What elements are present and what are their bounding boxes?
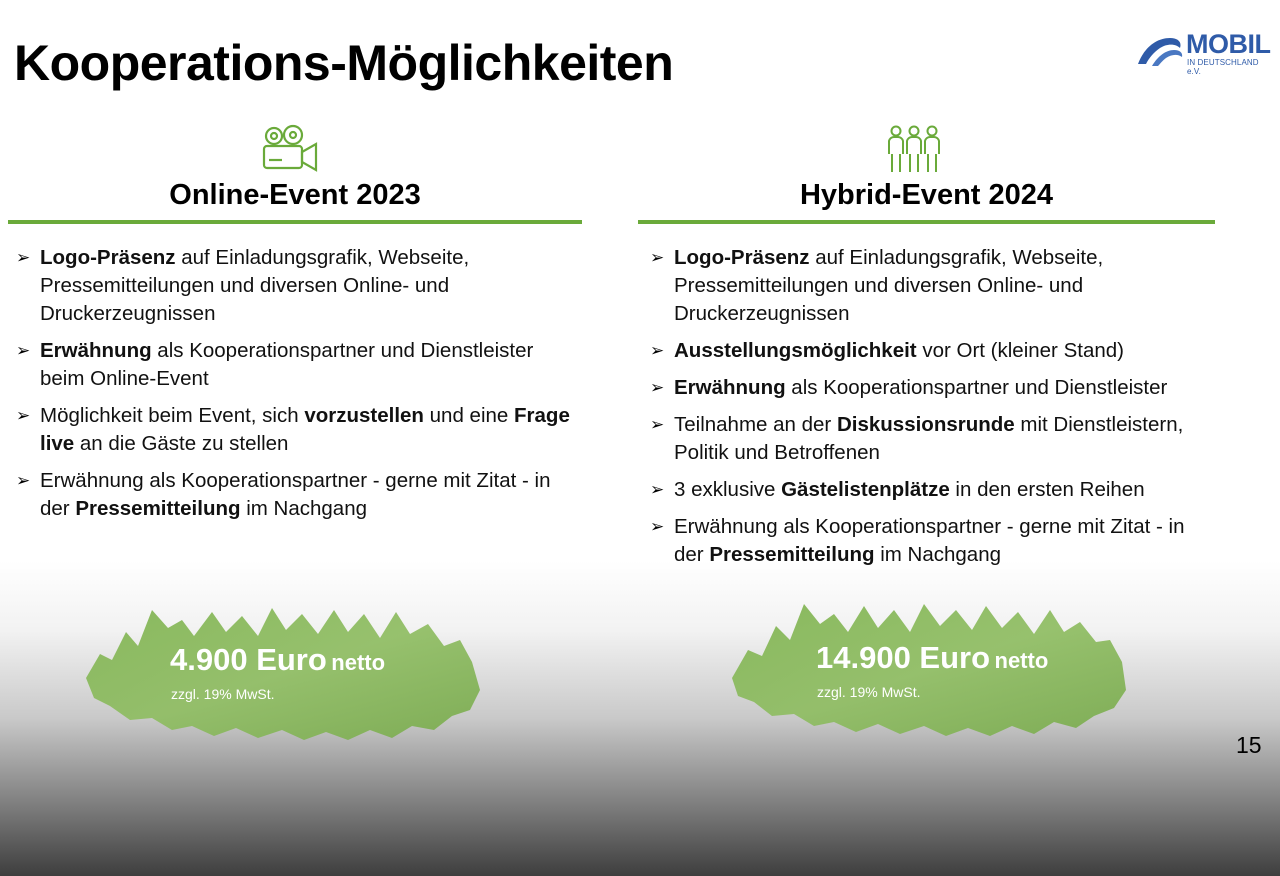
price-label	[170, 642, 385, 678]
bullet-text: im Nachgang	[874, 543, 1002, 566]
feature-list	[16, 244, 576, 532]
people-group-icon	[886, 124, 942, 181]
column-heading: Hybrid-Event 2024	[799, 179, 1054, 211]
bullet-text: als Kooperationspartner und Dienstleister beim Online-Event	[40, 339, 534, 390]
bullet-text: Erwähnung als Kooperationspartner - gerne mit Zitat - in der	[674, 515, 1185, 566]
list-item	[650, 244, 1215, 328]
bullet-text: Teilnahme an der	[674, 413, 837, 436]
logo-subline: IN DEUTSCHLAND e.V.	[1187, 58, 1259, 76]
list-item	[16, 467, 576, 523]
bullet-text: mit Dienstleistern, Politik und Betroffenen	[674, 413, 1184, 464]
list-item	[16, 337, 576, 393]
bullet-highlight: Pressemitteilung	[75, 497, 241, 520]
bullet-highlight: vorzustellen	[304, 404, 424, 427]
list-item	[650, 374, 1215, 402]
bullet-text: im Nachgang	[240, 497, 368, 520]
page-number: 15	[1236, 732, 1262, 758]
list-item	[650, 513, 1215, 569]
bullet-highlight: Pressemitteilung	[709, 543, 875, 566]
bullet-highlight: Ausstellungsmöglichkeit	[674, 339, 917, 362]
film-camera-icon	[260, 124, 320, 179]
bullet-highlight: Logo-Präsenz	[674, 246, 810, 269]
bullet-text: Erwähnung als Kooperationspartner - gerne mit Zitat - in der	[40, 469, 551, 520]
tax-note: zzgl. 19% MwSt.	[817, 684, 921, 700]
bullet-text: und eine	[423, 404, 515, 427]
bullet-highlight: Diskussionsrunde	[836, 413, 1015, 436]
bullet-text: auf Einladungsgrafik, Webseite, Pressemitteilungen und diversen Online- und Druckerzeugnissen	[40, 246, 470, 325]
price-badge-hybrid	[728, 600, 1128, 740]
price-amount: 14.900 Euro	[816, 640, 991, 675]
bullet-highlight: Erwähnung	[40, 339, 152, 362]
bullet-highlight: Frage live	[40, 404, 570, 455]
bullet-highlight: Gästelistenplätze	[781, 478, 950, 501]
price-amount: 4.900 Euro	[170, 642, 327, 677]
price-suffix: netto	[994, 648, 1049, 673]
list-item	[650, 476, 1215, 504]
list-item	[650, 411, 1215, 467]
tax-note: zzgl. 19% MwSt.	[171, 686, 275, 702]
swoosh-logo-icon	[1134, 30, 1186, 70]
price-suffix: netto	[331, 650, 386, 675]
list-item	[650, 337, 1215, 365]
logo-wordmark: MOBIL	[1186, 29, 1271, 59]
bullet-text: an die Gäste zu stellen	[74, 432, 289, 455]
bullet-text: Möglichkeit beim Event, sich	[40, 404, 305, 427]
list-item	[16, 244, 576, 328]
mobil-logo	[1134, 30, 1274, 74]
list-item	[16, 402, 576, 458]
heading-divider	[8, 220, 582, 224]
page-title: Kooperations-Möglichkeiten	[14, 35, 674, 91]
heading-divider	[638, 220, 1215, 224]
price-badge-online	[82, 602, 482, 742]
bullet-text: auf Einladungsgrafik, Webseite, Pressemitteilungen und diversen Online- und Druckerzeugnissen	[674, 246, 1104, 325]
price-label	[816, 640, 1048, 676]
feature-list	[650, 244, 1215, 578]
column-heading: Online-Event 2023	[169, 179, 421, 211]
bullet-text: 3 exklusive	[674, 478, 782, 501]
bullet-highlight: Logo-Präsenz	[40, 246, 176, 269]
bullet-text: in den ersten Reihen	[949, 478, 1145, 501]
bullet-text: als Kooperationspartner und Dienstleister	[785, 376, 1168, 399]
bullet-text: vor Ort (kleiner Stand)	[916, 339, 1124, 362]
bullet-highlight: Erwähnung	[674, 376, 786, 399]
